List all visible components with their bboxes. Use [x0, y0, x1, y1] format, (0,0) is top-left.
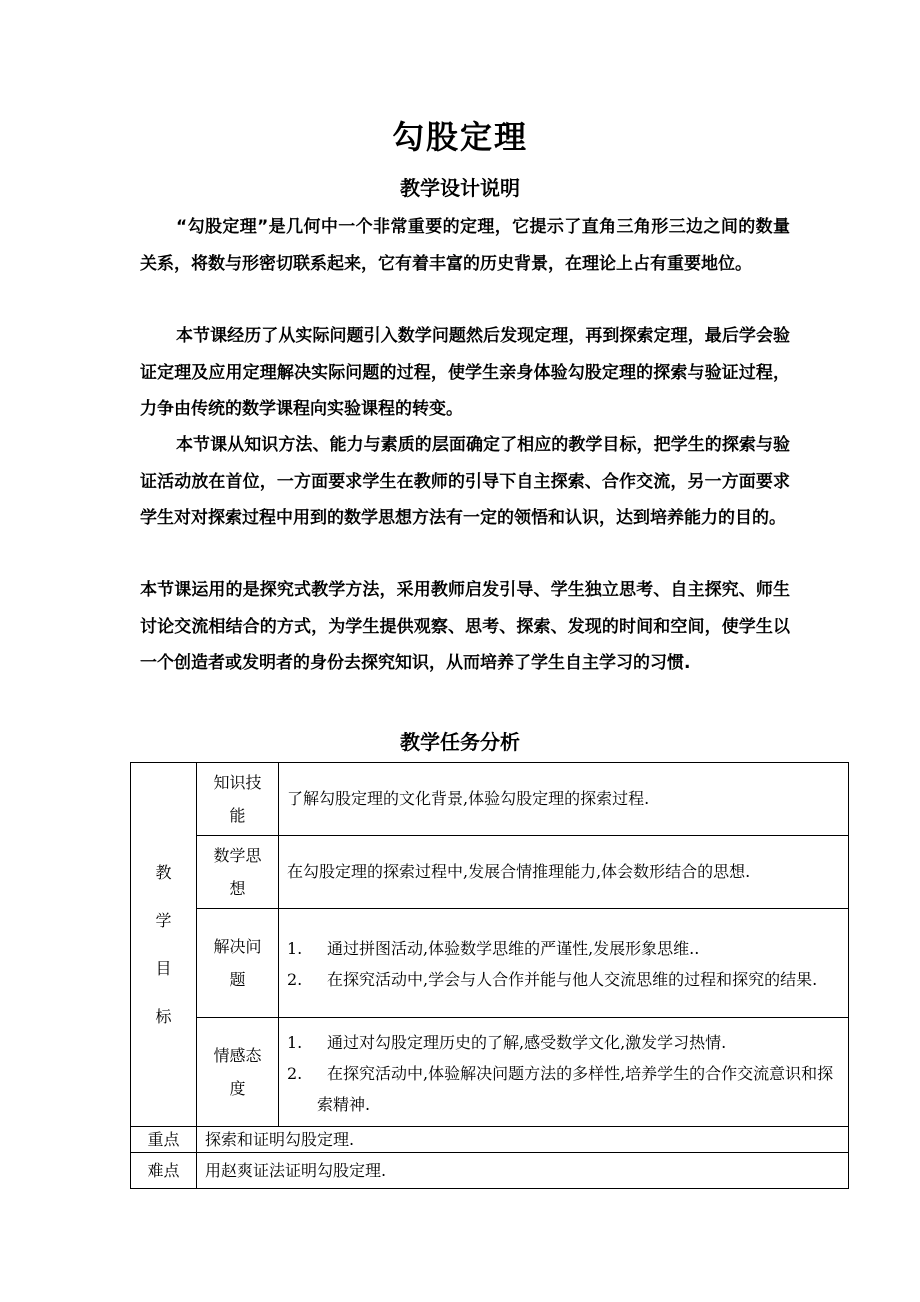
- list-item: [287, 1027, 840, 1058]
- row-content-knowledge: 了解勾股定理的文化背景,体验勾股定理的探索过程.: [279, 763, 849, 836]
- difficulty-content: 用赵爽证法证明勾股定理.: [197, 1153, 849, 1189]
- row-label-line: 度: [229, 1079, 246, 1098]
- row-label-line: 想: [229, 879, 246, 898]
- row-label-thinking: [197, 836, 279, 909]
- list-item: [287, 933, 840, 964]
- table-row: [131, 1153, 849, 1189]
- goals-label-char: 标: [155, 1006, 172, 1026]
- list-number: 2.: [287, 1063, 303, 1083]
- analysis-heading: 教学任务分析: [400, 730, 520, 754]
- list-text: 在探究活动中,学会与人合作并能与他人交流思维的过程和探究的结果.: [327, 970, 818, 989]
- key-point-label: 重点: [131, 1127, 197, 1153]
- list-item: [287, 964, 840, 995]
- goals-label-char: 学: [155, 910, 172, 930]
- row-label-line: 题: [229, 970, 246, 989]
- row-label-line: 能: [229, 806, 246, 825]
- row-label-line: 解决问: [213, 937, 262, 956]
- table-row: [131, 909, 849, 1018]
- list-number: 1.: [287, 1032, 303, 1052]
- row-label-line: 情感态: [213, 1046, 262, 1065]
- table-row: [131, 1127, 849, 1153]
- row-label-problem-solving: [197, 909, 279, 1018]
- row-label-attitude: [197, 1018, 279, 1127]
- row-label-knowledge: [197, 763, 279, 836]
- row-content-problem-solving: [279, 909, 849, 1018]
- list-text: 在探究活动中,体验解决问题方法的多样性,培养学生的合作交流意识和探索精神.: [317, 1063, 834, 1114]
- row-label-line: 数学思: [213, 846, 262, 865]
- table-row: [131, 836, 849, 909]
- paragraph-2: 本节课经历了从实际问题引入数学问题然后发现定理，再到探索定理，最后学会验证定理及应用定理解决实际问题的过程，使学生亲身体验勾股定理的探索与验证过程，力争由传统的数学课程向实验课程的转变。: [140, 326, 790, 419]
- design-heading: 教学设计说明: [400, 176, 520, 200]
- paragraph-4: 本节课运用的是探究式教学方法，采用教师启发引导、学生独立思考、自主探究、师生讨论交流相结合的方式，为学生提供观察、思考、探索、发现的时间和空间，使学生以一个创造者或发明者的身份去探究知识，从而培养了学生自主学习的习惯.: [140, 580, 790, 673]
- paragraph-1: “勾股定理”是几何中一个非常重要的定理，它提示了直角三角形三边之间的数量关系，将数与形密切联系起来，它有着丰富的历史背景，在理论上占有重要地位。: [140, 217, 790, 274]
- page-title: 勾股定理: [391, 118, 528, 156]
- row-content-attitude: [279, 1018, 849, 1127]
- list-number: 2.: [287, 970, 303, 989]
- row-label-line: 知识技: [213, 773, 262, 792]
- goals-label-char: 目: [155, 958, 172, 978]
- table-row: [131, 763, 849, 836]
- list-number: 1.: [287, 939, 303, 958]
- key-point-content: 探索和证明勾股定理.: [197, 1127, 849, 1153]
- paragraph-3: 本节课从知识方法、能力与素质的层面确定了相应的教学目标，把学生的探索与验证活动放在首位，一方面要求学生在教师的引导下自主探索、合作交流，另一方面要求学生对对探索过程中用到的数学思想方法有一定的领悟和认识，达到培养能力的目的。: [140, 435, 790, 528]
- table-row: [131, 1018, 849, 1127]
- difficulty-label: 难点: [131, 1153, 197, 1189]
- row-content-thinking: 在勾股定理的探索过程中,发展合情推理能力,体会数形结合的思想.: [279, 836, 849, 909]
- list-text: 通过拼图活动,体验数学思维的严谨性,发展形象思维..: [327, 939, 700, 958]
- list-text: 通过对勾股定理历史的了解,感受数学文化,激发学习热情.: [327, 1032, 727, 1052]
- goals-label-char: 教: [155, 862, 172, 882]
- goals-label-cell: [131, 763, 197, 1127]
- task-analysis-table: [130, 762, 849, 1189]
- list-item: [287, 1058, 840, 1120]
